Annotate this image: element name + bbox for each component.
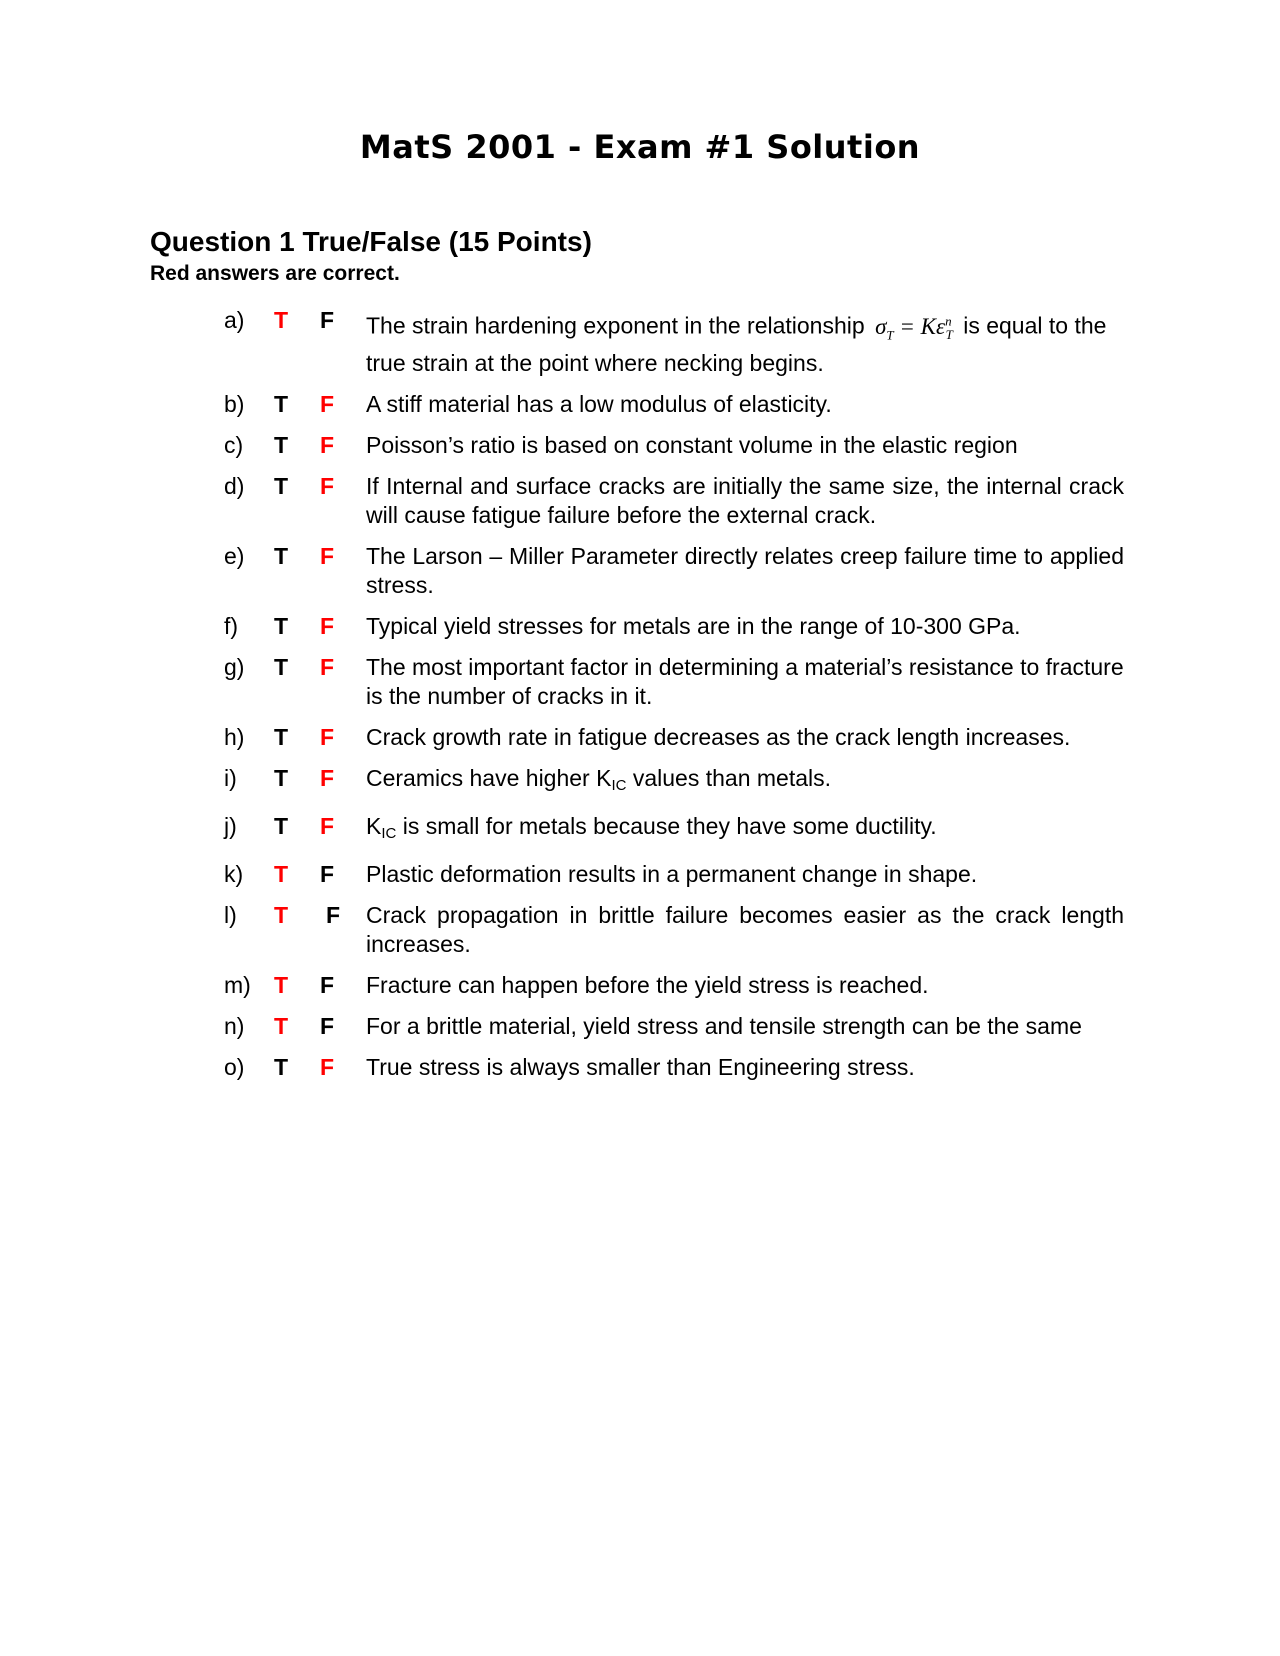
false-option: F: [320, 813, 335, 840]
item-statement: Crack growth rate in fatigue decreases as the crack length increases.: [366, 724, 1071, 751]
item-statement: For a brittle material, yield stress and tensile strength can be the same: [366, 1013, 1082, 1040]
true-option: T: [274, 473, 289, 500]
item-statement: KIC is small for metals because they have some ductility.: [366, 813, 937, 843]
true-option: T: [274, 765, 289, 792]
item-statement: Poisson’s ratio is based on constant volume in the elastic region: [366, 432, 1018, 459]
false-option: F: [320, 972, 335, 999]
question-heading: Question 1 True/False (15 Points): [150, 226, 592, 257]
item-label: c): [224, 432, 244, 459]
true-option: T: [274, 972, 289, 999]
equation-formula: $\sigma_T = K\varepsilon^n_T$: [875, 313, 953, 343]
list-item: [224, 901, 1124, 959]
item-statement: Fracture can happen before the yield stress is reached.: [366, 972, 929, 999]
list-item: [224, 431, 1124, 460]
page-title: MatS 2001 - Exam #1 Solution: [359, 128, 921, 166]
true-option: T: [274, 1013, 289, 1040]
false-option: F: [320, 1054, 335, 1081]
item-label: f): [224, 613, 239, 640]
list-item: [224, 723, 1124, 752]
list-item: [224, 653, 1124, 711]
list-item: [224, 971, 1124, 1000]
list-item: [224, 472, 1124, 530]
item-statement: The Larson – Miller Parameter directly relates creep failure time to applied stress.: [366, 543, 1124, 599]
list-item: [224, 860, 1124, 889]
false-option: F: [326, 902, 341, 929]
false-option: F: [320, 1013, 335, 1040]
false-option: F: [320, 613, 335, 640]
list-item: [224, 1012, 1124, 1041]
question-note: Red answers are correct.: [150, 262, 400, 285]
false-option: F: [320, 432, 335, 459]
true-option: T: [274, 391, 289, 418]
item-label: l): [224, 902, 237, 929]
false-option: F: [320, 391, 335, 418]
false-option: F: [320, 654, 335, 681]
item-label: b): [224, 391, 245, 418]
item-label: h): [224, 724, 245, 751]
item-statement: If Internal and surface cracks are initially the same size, the internal crack will cause fatigue failure before the external crack.: [366, 473, 1124, 529]
item-label: o): [224, 1054, 245, 1081]
item-statement: Crack propagation in brittle failure becomes easier as the crack length increases.: [366, 902, 1124, 958]
item-label: g): [224, 654, 245, 681]
true-option: T: [274, 432, 289, 459]
item-statement: True stress is always smaller than Engineering stress.: [366, 1054, 915, 1081]
true-option: T: [274, 813, 289, 840]
list-item: [224, 390, 1124, 419]
list-item: [224, 542, 1124, 600]
item-label: i): [224, 765, 237, 792]
item-statement: Ceramics have higher KIC values than metals.: [366, 765, 832, 795]
true-option: T: [274, 307, 289, 333]
true-option: T: [274, 613, 289, 640]
list-item: [224, 1053, 1124, 1082]
item-label: a): [224, 307, 245, 333]
list-item: [224, 612, 1124, 641]
item-label: j): [224, 813, 237, 840]
true-option: T: [274, 724, 289, 751]
false-option: F: [320, 724, 335, 751]
item-label: m): [224, 972, 251, 999]
question-list: [224, 306, 1124, 1094]
false-option: F: [320, 473, 335, 500]
item-statement: The strain hardening exponent in the relationship $\sigma_T = K\varepsilon^n_T$ is equal to the true strain at the point where necking begins.: [366, 312, 1107, 377]
true-option: T: [274, 543, 289, 570]
false-option: F: [320, 543, 335, 570]
false-option: F: [320, 765, 335, 792]
true-option: T: [274, 861, 289, 888]
true-option: T: [274, 654, 289, 681]
false-option: F: [320, 307, 335, 333]
item-statement: A stiff material has a low modulus of elasticity.: [366, 391, 832, 418]
item-statement: Plastic deformation results in a permanent change in shape.: [366, 861, 978, 888]
item-statement: Typical yield stresses for metals are in the range of 10-300 GPa.: [366, 613, 1021, 640]
list-item: [224, 764, 1124, 800]
true-option: T: [274, 1054, 289, 1081]
true-option: T: [274, 902, 289, 929]
item-label: n): [224, 1013, 245, 1040]
item-statement: The most important factor in determining a material’s resistance to fracture is the number of cracks in it.: [366, 654, 1124, 710]
list-item: [224, 812, 1124, 848]
item-label: e): [224, 543, 245, 570]
false-option: F: [320, 861, 335, 888]
item-label: k): [224, 861, 244, 888]
item-label: d): [224, 473, 245, 500]
list-item: [224, 306, 1124, 378]
